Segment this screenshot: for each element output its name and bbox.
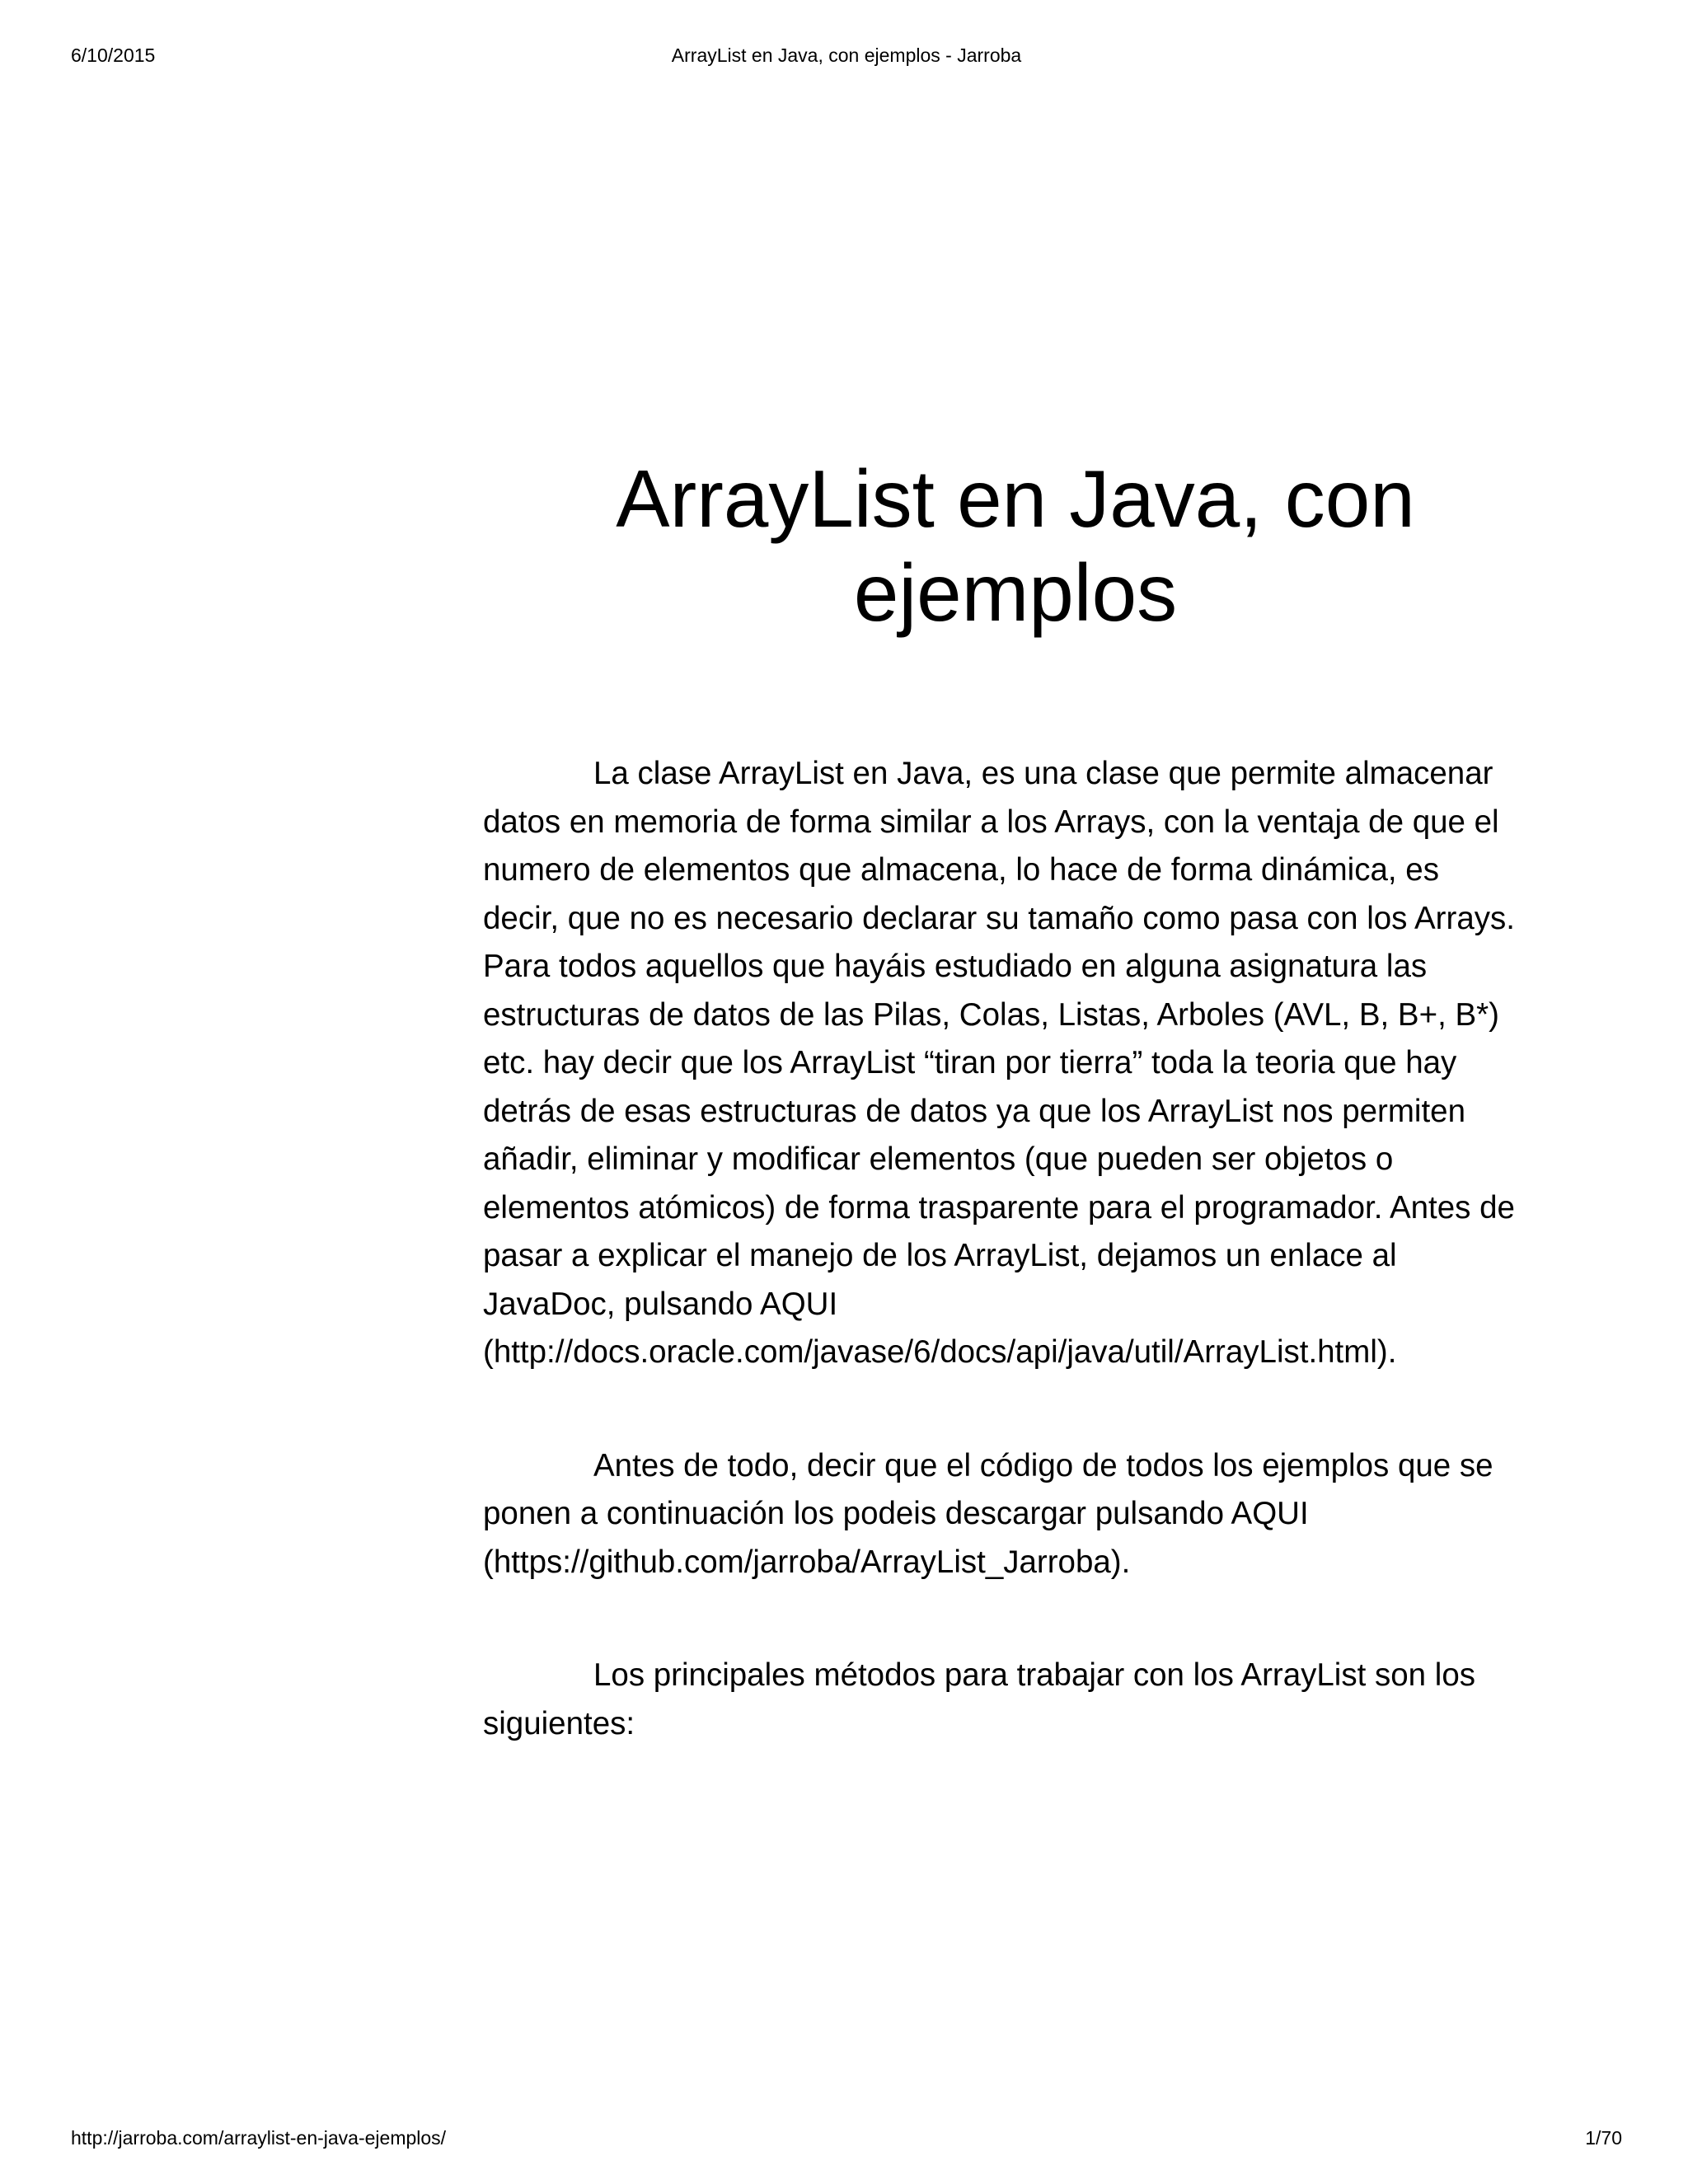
- print-url[interactable]: http://jarroba.com/arraylist-en-java-ejemplos/: [71, 2127, 447, 2149]
- article-title-line-1: ArrayList en Java, con: [616, 453, 1415, 544]
- print-page-title: ArrayList en Java, con ejemplos - Jarroba: [671, 45, 1022, 66]
- print-date: 6/10/2015: [71, 45, 156, 66]
- article-title-line-2: ejemplos: [853, 547, 1178, 638]
- print-header: [71, 41, 1622, 69]
- article-title: [483, 452, 1548, 640]
- print-page-number: 1/70: [1585, 2127, 1622, 2149]
- paragraph-methods-intro: Los principales métodos para trabajar con los ArrayList son los siguientes:: [483, 1657, 1475, 1741]
- print-footer: [71, 2124, 1622, 2152]
- paragraph-intro: La clase ArrayList en Java, es una clase que permite almacenar datos en memoria de forma similar a los Arrays, con la ventaja de que el numero de elementos que almacena, lo hace de forma dinámica, es decir, que no es necesario declarar su tamaño como pasa con los Arrays. Para todos aquellos que hayáis estudiado en alguna asignatura las estructuras de datos de las Pilas, Colas, Listas, Arboles (AVL, B, B+, B*) etc. hay decir que los ArrayList “tiran por tierra” toda la teoria que hay detrás de esas estructuras de datos ya que los ArrayList nos permiten añadir, eliminar y modificar elementos (que pueden ser objetos o elementos atómicos) de forma trasparente para el programador. Antes de pasar a explicar el manejo de los ArrayList, dejamos un enlace al JavaDoc, pulsando AQUI (http://docs.oracle.com/javase/6/docs/api/java/util/ArrayList.html).: [483, 756, 1515, 1370]
- article: [483, 452, 1548, 1813]
- paragraph-download-note: Antes de todo, decir que el código de todos los ejemplos que se ponen a continuación los podeis descargar pulsando AQUI (https://github.com/jarroba/ArrayList_Jarroba).: [483, 1447, 1493, 1580]
- article-body: [483, 750, 1522, 1748]
